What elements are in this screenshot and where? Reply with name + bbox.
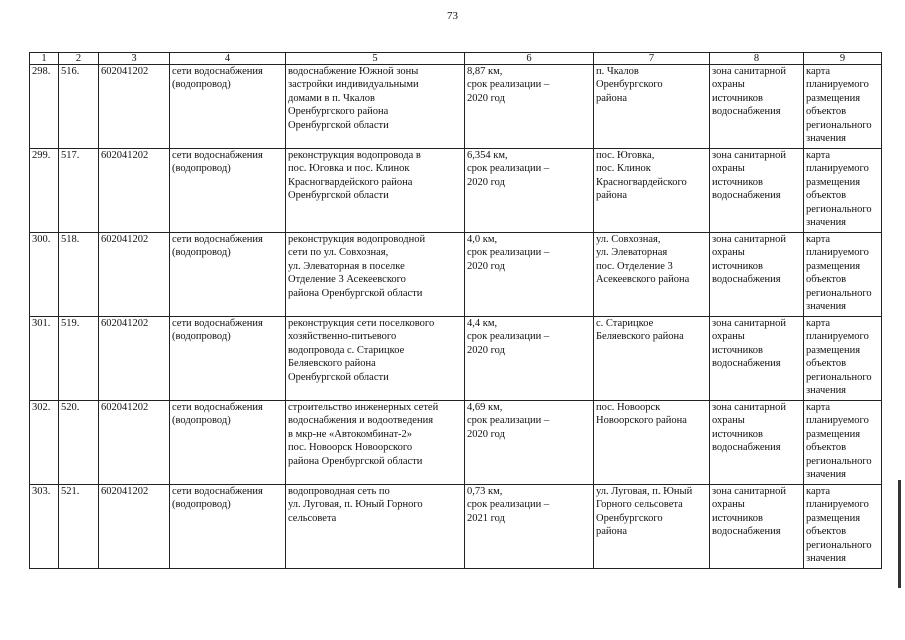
object-zone: зона санитарной охраны источников водоснабжения [710,401,804,485]
object-code: 602041202 [99,149,170,233]
table-row [30,317,882,401]
object-type: сети водоснабжения (водопровод) [170,401,286,485]
object-zone: зона санитарной охраны источников водоснабжения [710,65,804,149]
object-parameters: 0,73 км, срок реализации – 2021 год [465,485,594,569]
object-description: реконструкция водопроводной сети по ул. Совхозная, ул. Элеваторная в поселке Отделение 3 Асекеевского района Оренбургской области [286,233,465,317]
object-type: сети водоснабжения (водопровод) [170,149,286,233]
object-description: строительство инженерных сетей водоснабжения и водоотведения в мкр-не «Автокомбинат-2» пос. Новоорск Новоорского района Оренбургской области [286,401,465,485]
object-map: карта планируемого размещения объектов регионального значения [804,65,882,149]
table-row [30,65,882,149]
row-number: 299. [30,149,59,233]
object-map: карта планируемого размещения объектов регионального значения [804,233,882,317]
registry-table [29,52,882,569]
header-cell: 7 [594,53,710,65]
object-code: 602041202 [99,401,170,485]
object-parameters: 6,354 км, срок реализации – 2020 год [465,149,594,233]
object-description: реконструкция водопровода в пос. Юговка и пос. Клинок Красногвардейского района Оренбургской области [286,149,465,233]
object-parameters: 4,4 км, срок реализации – 2020 год [465,317,594,401]
object-map: карта планируемого размещения объектов регионального значения [804,317,882,401]
table-row [30,233,882,317]
object-type: сети водоснабжения (водопровод) [170,317,286,401]
object-code: 602041202 [99,317,170,401]
object-code: 602041202 [99,65,170,149]
item-number: 518. [59,233,99,317]
object-location: ул. Луговая, п. Юный Горного сельсовета Оренбургского района [594,485,710,569]
object-type: сети водоснабжения (водопровод) [170,485,286,569]
object-zone: зона санитарной охраны источников водоснабжения [710,149,804,233]
object-location: ул. Совхозная, ул. Элеваторная пос. Отделение 3 Асекеевского района [594,233,710,317]
item-number: 517. [59,149,99,233]
item-number: 516. [59,65,99,149]
table-row [30,401,882,485]
object-code: 602041202 [99,233,170,317]
header-row [30,53,882,65]
object-type: сети водоснабжения (водопровод) [170,65,286,149]
table-row [30,485,882,569]
header-cell: 4 [170,53,286,65]
header-cell: 9 [804,53,882,65]
page-number: 73 [447,10,458,22]
header-cell: 8 [710,53,804,65]
header-cell: 5 [286,53,465,65]
object-code: 602041202 [99,485,170,569]
row-number: 300. [30,233,59,317]
object-location: п. Чкалов Оренбургского района [594,65,710,149]
item-number: 521. [59,485,99,569]
row-number: 303. [30,485,59,569]
object-parameters: 4,0 км, срок реализации – 2020 год [465,233,594,317]
row-number: 302. [30,401,59,485]
object-parameters: 4,69 км, срок реализации – 2020 год [465,401,594,485]
object-location: пос. Новоорск Новоорского района [594,401,710,485]
object-description: водоснабжение Южной зоны застройки индивидуальными домами в п. Чкалов Оренбургского района Оренбургской области [286,65,465,149]
object-location: пос. Юговка, пос. Клинок Красногвардейского района [594,149,710,233]
header-cell: 2 [59,53,99,65]
object-parameters: 8,87 км, срок реализации – 2020 год [465,65,594,149]
row-number: 298. [30,65,59,149]
object-description: реконструкция сети поселкового хозяйственно-питьевого водопровода с. Старицкое Беляевского района Оренбургской области [286,317,465,401]
table-row [30,149,882,233]
object-map: карта планируемого размещения объектов регионального значения [804,485,882,569]
item-number: 519. [59,317,99,401]
object-location: с. Старицкое Беляевского района [594,317,710,401]
object-description: водопроводная сеть по ул. Луговая, п. Юный Горного сельсовета [286,485,465,569]
header-cell: 1 [30,53,59,65]
row-number: 301. [30,317,59,401]
object-zone: зона санитарной охраны источников водоснабжения [710,233,804,317]
object-map: карта планируемого размещения объектов регионального значения [804,401,882,485]
object-zone: зона санитарной охраны источников водоснабжения [710,485,804,569]
header-cell: 6 [465,53,594,65]
object-map: карта планируемого размещения объектов регионального значения [804,149,882,233]
object-zone: зона санитарной охраны источников водоснабжения [710,317,804,401]
object-type: сети водоснабжения (водопровод) [170,233,286,317]
header-cell: 3 [99,53,170,65]
item-number: 520. [59,401,99,485]
scan-edge-mark [898,480,901,588]
